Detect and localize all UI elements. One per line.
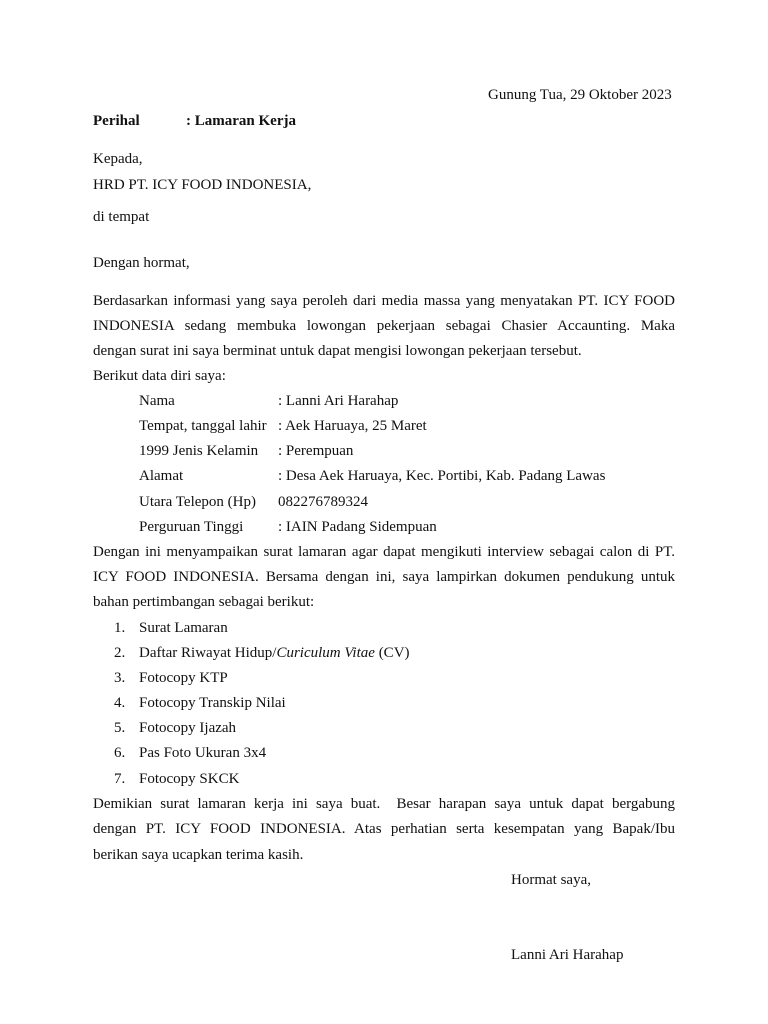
personal-data-label: Utara Telepon (Hp) (139, 494, 256, 510)
personal-data-label: Alamat (139, 468, 184, 484)
list-item-text: Daftar Riwayat Hidup/ (139, 645, 277, 661)
place-date: Gunung Tua, 29 Oktober 2023 (488, 87, 672, 103)
list-item-number: 5. (114, 720, 126, 736)
list-item: Fotocopy Ijazah (139, 720, 237, 736)
personal-data-value: : Lanni Ari Harahap (278, 393, 399, 409)
signature-name: Lanni Ari Harahap (511, 947, 624, 963)
personal-data-label: Perguruan Tinggi (139, 519, 244, 535)
personal-data-value: : Perempuan (278, 443, 354, 459)
attachments-intro-line-2: ICY FOOD INDONESIA. Bersama dengan ini, saya lampirkan dokumen pendukung untuk (93, 569, 675, 585)
personal-data-label: 1999 Jenis Kelamin (139, 443, 259, 459)
closing-line-1: Demikian surat lamaran kerja ini saya buat. Besar harapan saya untuk dapat bergabung (93, 796, 675, 812)
closing-line-3: berikan saya ucapkan terima kasih. (93, 847, 304, 863)
recipient-location: di tempat (93, 209, 150, 225)
signature-regards: Hormat saya, (511, 872, 591, 888)
list-item-number: 1. (114, 620, 126, 636)
list-item-number: 4. (114, 695, 126, 711)
list-item: Fotocopy SKCK (139, 771, 240, 787)
intro-line-3: dengan surat ini saya berminat untuk dapat mengisi lowongan pekerjaan tersebut. (93, 343, 582, 359)
personal-data-value: : Aek Haruaya, 25 Maret (278, 418, 427, 434)
list-item-text-suffix: (CV) (374, 645, 410, 661)
intro-line-4: Berikut data diri saya: (93, 368, 226, 384)
personal-data-value: 082276789324 (278, 494, 368, 510)
intro-line-2: INDONESIA sedang membuka lowongan pekerjaan sebagai Chasier Accaunting. Maka (93, 318, 675, 334)
list-item: Pas Foto Ukuran 3x4 (139, 745, 267, 761)
list-item-number: 7. (114, 771, 126, 787)
closing-line-2: dengan PT. ICY FOOD INDONESIA. Atas perhatian serta kesempatan yang Bapak/Ibu (93, 821, 675, 837)
personal-data-value: : IAIN Padang Sidempuan (278, 519, 437, 535)
subject-label: Perihal (93, 113, 140, 129)
list-item-italic-text: Curiculum Vitae (276, 645, 375, 661)
subject-value: : Lamaran Kerja (186, 113, 296, 129)
personal-data-value: : Desa Aek Haruaya, Kec. Portibi, Kab. Padang Lawas (278, 468, 606, 484)
personal-data-label: Nama (139, 393, 175, 409)
list-item (139, 644, 410, 662)
list-item: Fotocopy Transkip Nilai (139, 695, 286, 711)
attachments-intro-line-3: bahan pertimbangan sebagai berikut: (93, 594, 315, 610)
salutation: Dengan hormat, (93, 255, 190, 271)
personal-data-label: Tempat, tanggal lahir (139, 418, 267, 434)
list-item-number: 6. (114, 745, 126, 761)
recipient-company: HRD PT. ICY FOOD INDONESIA, (93, 177, 312, 193)
list-item-number: 3. (114, 670, 126, 686)
list-item: Surat Lamaran (139, 620, 228, 636)
recipient-greeting: Kepada, (93, 151, 143, 167)
list-item: Fotocopy KTP (139, 670, 228, 686)
attachments-intro-line-1: Dengan ini menyampaikan surat lamaran agar dapat mengikuti interview sebagai calon di PT. (93, 544, 675, 560)
intro-line-1: Berdasarkan informasi yang saya peroleh dari media massa yang menyatakan PT. ICY FOOD (93, 293, 675, 309)
list-item-number: 2. (114, 645, 126, 661)
